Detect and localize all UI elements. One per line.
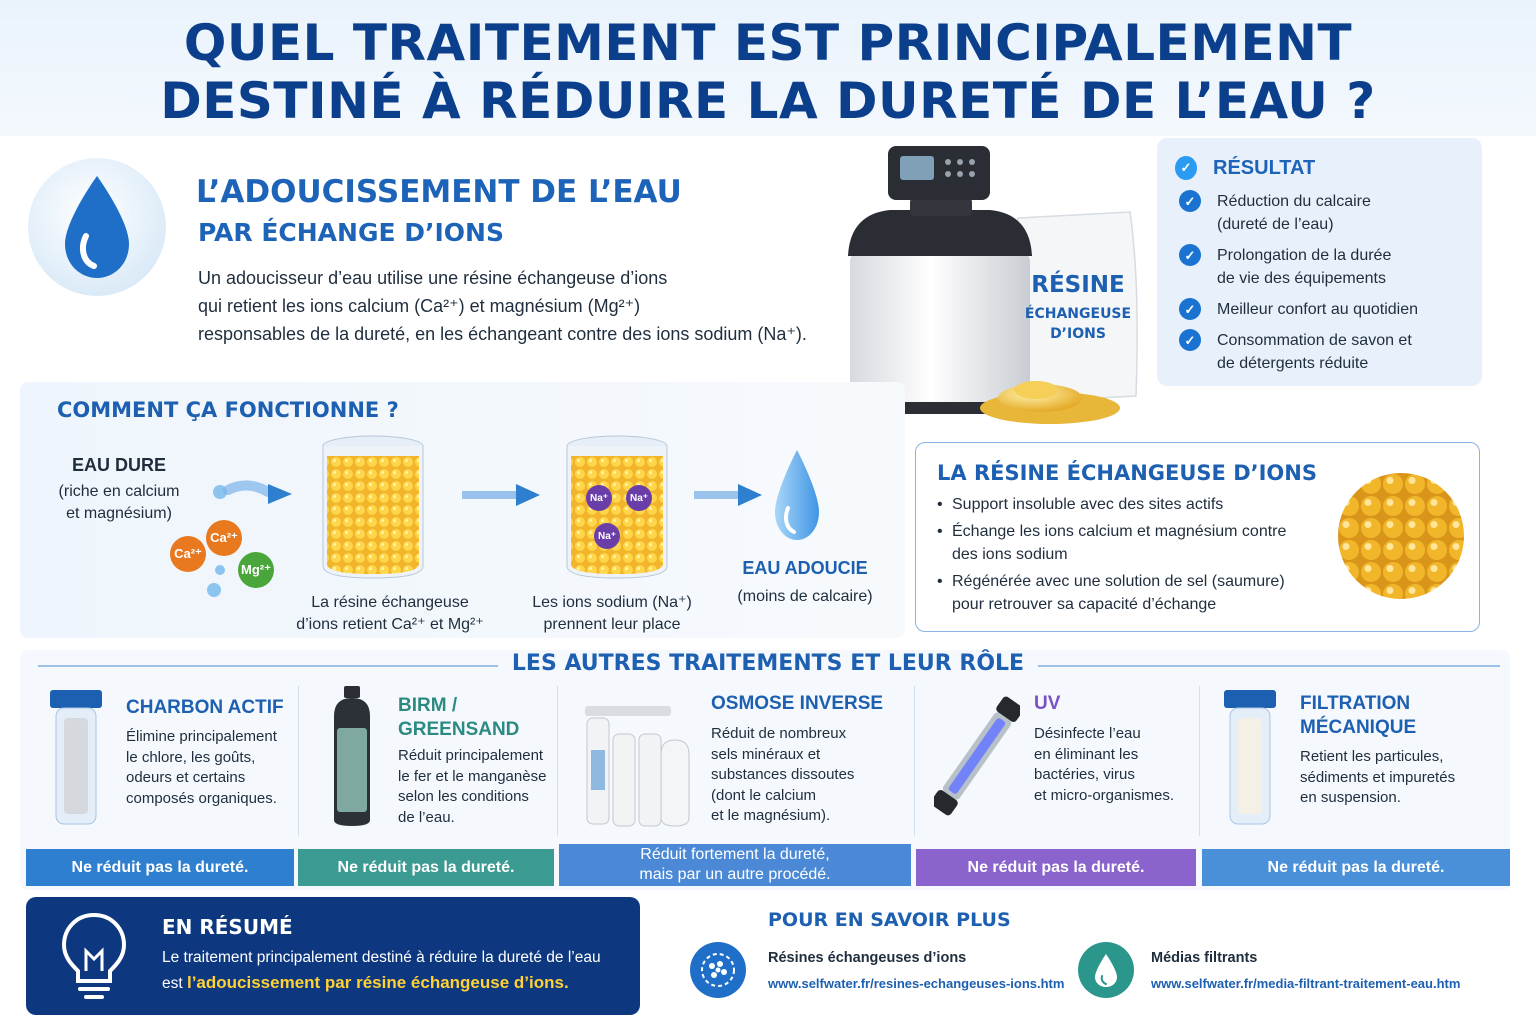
divider: [557, 686, 558, 836]
intro-heading: L’ADOUCISSEMENT DE L’EAU: [196, 174, 682, 210]
learn-more-link[interactable]: www.selfwater.fr/media-filtrant-traitement-eau.htm: [1151, 976, 1461, 991]
summary-box: [26, 897, 640, 1015]
resin-info-list: [937, 493, 1327, 620]
resin-info-line: des ions sodium: [952, 546, 1068, 563]
divider: [914, 686, 915, 836]
treatment-description-line: Désinfecte l’eau: [1034, 725, 1141, 742]
treatment-description-line: Élimine principalement: [126, 728, 277, 745]
intro-body-line: Un adoucisseur d’eau utilise une résine échangeuse d’ions: [198, 268, 668, 288]
learn-more-link-title: Résines échangeuses d’ions: [768, 950, 967, 966]
check-circle-icon: ✓: [1175, 156, 1197, 180]
result-item-line: Consommation de savon et: [1217, 332, 1412, 349]
treatment-name-line: MÉCANIQUE: [1300, 717, 1417, 738]
page-title: [0, 14, 1536, 130]
treatment-name: [398, 694, 519, 742]
resin-jar-calcium: [318, 432, 428, 582]
treatment-card-reverse-osmosis: [559, 686, 911, 886]
summary-text-prefix: est: [162, 975, 187, 992]
treatment-description: [126, 727, 291, 809]
treatment-description-line: en éliminant les: [1034, 745, 1139, 763]
result-item-line: (dureté de l’eau): [1217, 216, 1334, 233]
treatment-name: UV: [1034, 693, 1061, 714]
treatment-description-line: selon les conditions: [398, 788, 529, 805]
resin-info-line: Échange les ions calcium et magnésium contre: [952, 523, 1287, 540]
title-band: [0, 0, 1536, 136]
step1-caption-line: La résine échangeuse: [311, 594, 469, 611]
summary-text-line: Le traitement principalement destiné à réduire la dureté de l’eau: [162, 949, 601, 966]
how-it-works-title: COMMENT ÇA FONCTIONNE ?: [57, 398, 399, 422]
treatment-description-line: et micro-organismes.: [1034, 786, 1175, 804]
result-header: [1175, 156, 1315, 180]
treatment-description: [1034, 724, 1194, 806]
treatment-description-line: de l’eau.: [398, 808, 455, 826]
result-item-line: de détergents réduite: [1217, 355, 1369, 372]
result-item-line: Prolongation de la durée: [1217, 247, 1392, 264]
treatment-description-line: le fer et le manganèse: [398, 767, 547, 785]
result-item: [1179, 298, 1469, 321]
media-link-badge: [1078, 942, 1134, 998]
treatment-name-line: FILTRATION: [1300, 693, 1411, 714]
resin-bag-label: [1018, 272, 1138, 342]
result-item-text: [1217, 244, 1391, 290]
learn-more-title: POUR EN SAVOIR PLUS: [768, 909, 1011, 931]
resin-bag-label-line: ÉCHANGEUSE: [1024, 306, 1132, 322]
step2-caption-line: prennent leur place: [543, 616, 681, 633]
treatment-verdict: Ne réduit pas la dureté.: [916, 849, 1196, 886]
sodium-ion: Na⁺: [626, 485, 652, 511]
check-circle-icon: ✓: [1179, 190, 1201, 212]
treatment-card-birm: [298, 686, 554, 886]
treatment-name: OSMOSE INVERSE: [711, 693, 884, 714]
result-list: [1179, 190, 1469, 383]
water-drop-icon: [772, 448, 822, 544]
soft-water-subtitle: (moins de calcaire): [737, 588, 873, 605]
resin-beads-icon: [1338, 473, 1464, 599]
hard-water-subtitle: [40, 481, 198, 525]
resin-link-badge: [690, 942, 746, 998]
treatment-verdict-line: mais par un autre procédé.: [639, 866, 831, 883]
treatment-description: [1300, 747, 1500, 809]
resin-info-item: [937, 570, 1327, 616]
check-circle-icon: ✓: [1179, 244, 1201, 266]
result-item-text: [1217, 329, 1412, 375]
resin-beads-image: [1338, 473, 1464, 599]
step2-caption-line: Les ions sodium (Na⁺): [532, 594, 692, 611]
magnesium-ion: Mg²⁺: [238, 552, 274, 588]
resin-info-line: Régénérée avec une solution de sel (saumure): [952, 573, 1285, 590]
result-title: RÉSULTAT: [1213, 156, 1316, 179]
intro-body-line: qui retient les ions calcium (Ca²⁺) et magnésium (Mg²⁺): [198, 296, 641, 316]
lightbulb-icon: [60, 911, 128, 1001]
learn-more-link[interactable]: www.selfwater.fr/resines-echangeuses-ions.htm: [768, 976, 1065, 991]
summary-text-line: [162, 970, 632, 996]
sodium-ion: Na⁺: [594, 523, 620, 549]
treatment-description-line: substances dissoutes: [711, 766, 855, 783]
divider: [1199, 686, 1200, 836]
arrow-right-icon: [694, 482, 764, 508]
treatment-description-line: en suspension.: [1300, 789, 1401, 806]
check-circle-icon: ✓: [1179, 298, 1201, 320]
hard-water-bubbles: [198, 472, 298, 608]
result-box: [1157, 138, 1482, 386]
step2-caption: [512, 592, 712, 636]
result-item-line: de vie des équipements: [1217, 270, 1386, 287]
intro-body-line: responsables de la dureté, en les échangeant contre des ions sodium (Na⁺).: [198, 324, 807, 344]
hard-water-title: EAU DURE: [71, 455, 166, 475]
treatment-name-line: GREENSAND: [398, 719, 520, 740]
treatment-verdict: Ne réduit pas la dureté.: [298, 849, 554, 886]
treatment-verdict: Ne réduit pas la dureté.: [1202, 849, 1510, 886]
treatment-card-mechanical-filtration: [1202, 686, 1510, 886]
resin-jar-sodium: [562, 432, 672, 582]
other-treatments-title-text: LES AUTRES TRAITEMENTS ET LEUR RÔLE: [498, 651, 1038, 676]
hard-water-subtitle-line: (riche en calcium: [58, 483, 180, 500]
sodium-ion: Na⁺: [586, 485, 612, 511]
uv-lamp-icon: [934, 688, 1020, 824]
treatment-description-line: bactéries, virus: [1034, 766, 1135, 783]
treatment-description-line: et le magnésium).: [711, 807, 831, 824]
result-item: [1179, 190, 1469, 236]
intro-subheading: PAR ÉCHANGE D’IONS: [198, 218, 504, 247]
water-drop-icon: [28, 158, 166, 296]
summary-title: EN RÉSUMÉ: [162, 915, 293, 939]
other-treatments-title: [0, 651, 1536, 676]
treatment-verdict: Ne réduit pas la dureté.: [26, 849, 294, 886]
resin-info-line: pour retrouver sa capacité d’échange: [952, 596, 1217, 613]
calcium-ion: Ca²⁺: [206, 520, 242, 556]
intro-body: [198, 264, 838, 348]
result-item-text: [1217, 190, 1371, 236]
treatment-name-line: BIRM /: [398, 695, 458, 716]
page-title-line-1: QUEL TRAITEMENT EST PRINCIPALEMENT: [183, 14, 1353, 72]
resin-beads-icon: [690, 942, 746, 998]
treatment-description-line: Réduit de nombreux: [711, 725, 847, 742]
filter-tank-icon: [330, 686, 374, 828]
treatment-card-uv: [916, 686, 1196, 886]
resin-bag-label-line: RÉSINE: [1031, 272, 1125, 298]
treatment-name: [1300, 692, 1416, 740]
soft-water-title: EAU ADOUCIE: [742, 558, 868, 578]
water-drop-badge: [28, 158, 166, 296]
resin-info-line: Support insoluble avec des sites actifs: [952, 496, 1224, 513]
treatment-verdict: [559, 844, 911, 886]
water-drop-icon: [1078, 942, 1134, 998]
treatment-description-line: le chlore, les goûts,: [126, 748, 256, 766]
treatment-card-charcoal: [26, 686, 294, 886]
learn-more-link-title: Médias filtrants: [1151, 950, 1258, 966]
treatment-description-line: (dont le calcium: [711, 786, 817, 804]
reverse-osmosis-icon: [577, 690, 695, 830]
treatment-description-line: sels minéraux et: [711, 745, 821, 763]
resin-info-item: [937, 520, 1327, 566]
treatment-verdict-line: Réduit fortement la dureté,: [640, 846, 830, 863]
filter-housing-icon: [48, 688, 104, 828]
resin-bag-label-line: D’IONS: [1050, 326, 1106, 342]
result-item-line: Meilleur confort au quotidien: [1217, 301, 1419, 318]
treatment-description: [398, 746, 553, 828]
step1-caption: [270, 592, 510, 636]
resin-info-title: LA RÉSINE ÉCHANGEUSE D’IONS: [937, 461, 1317, 485]
treatment-description-line: composés organiques.: [126, 789, 277, 807]
treatment-description-line: sédiments et impuretés: [1300, 768, 1456, 786]
arrow-right-icon: [462, 482, 542, 508]
filter-housing-icon: [1222, 688, 1278, 828]
result-item: [1179, 329, 1469, 375]
hard-water-subtitle-line: et magnésium): [66, 505, 172, 522]
treatment-name: CHARBON ACTIF: [126, 697, 284, 718]
result-item: [1179, 244, 1469, 290]
step1-caption-line: d’ions retient Ca²⁺ et Mg²⁺: [296, 616, 484, 633]
treatment-description-line: odeurs et certains: [126, 769, 246, 786]
treatment-description: [711, 724, 901, 827]
treatment-description-line: Retient les particules,: [1300, 748, 1444, 765]
summary-text: [162, 945, 632, 996]
resin-info-item: [937, 493, 1327, 516]
calcium-ion: Ca²⁺: [170, 536, 206, 572]
page-title-line-2: DESTINÉ À RÉDUIRE LA DURETÉ DE L’EAU ?: [160, 72, 1376, 130]
summary-highlight: l’adoucissement par résine échangeuse d’ions.: [186, 973, 569, 992]
check-circle-icon: ✓: [1179, 329, 1201, 351]
treatment-description-line: Réduit principalement: [398, 747, 544, 764]
result-item-line: Réduction du calcaire: [1217, 193, 1371, 210]
